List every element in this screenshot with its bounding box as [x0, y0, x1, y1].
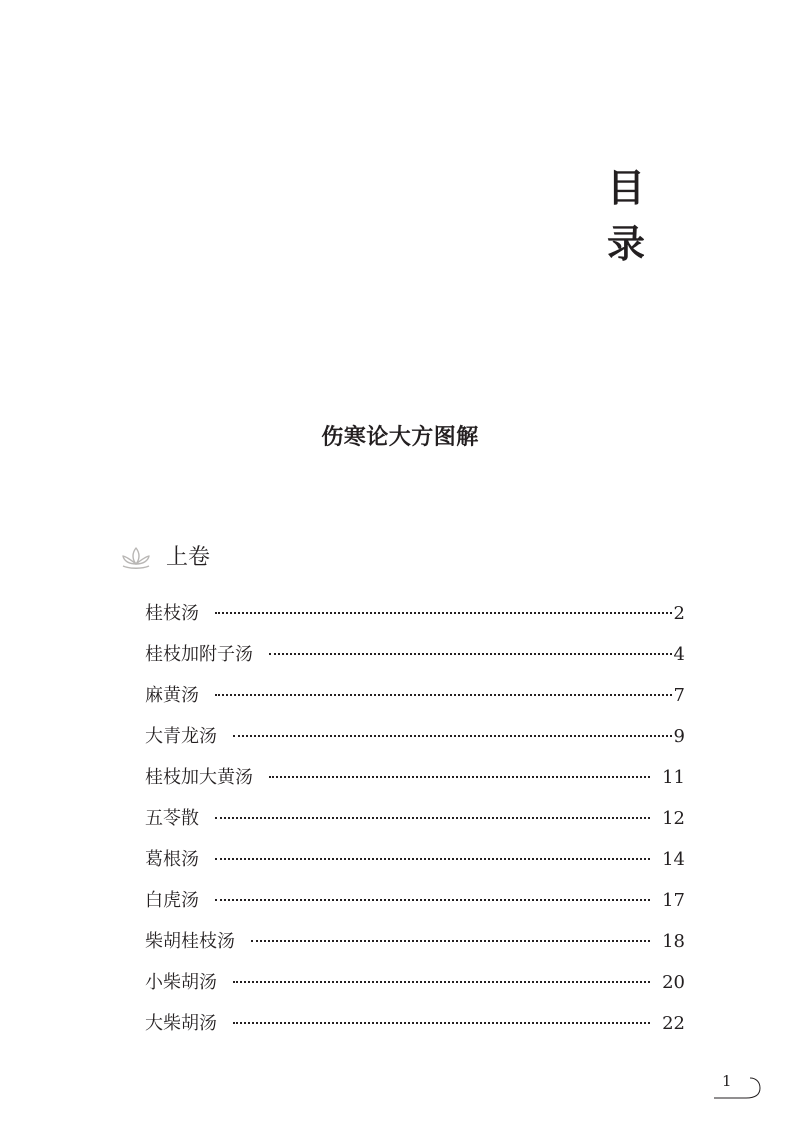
toc-entry-name: 桂枝加大黄汤	[145, 767, 253, 788]
toc-entry[interactable]	[145, 716, 685, 757]
toc-entry-name: 小柴胡汤	[145, 972, 217, 993]
toc-heading	[604, 160, 648, 272]
page-footer	[712, 1068, 764, 1102]
toc-entry[interactable]	[145, 798, 685, 839]
toc-entry-name: 五苓散	[145, 808, 199, 829]
toc-entry[interactable]	[145, 634, 685, 675]
toc-entry-name: 白虎汤	[145, 890, 199, 911]
toc-heading-char-1: 目	[606, 165, 645, 210]
toc-entry[interactable]	[145, 880, 685, 921]
toc-entry-page: 17	[662, 890, 685, 911]
toc-entry[interactable]	[145, 593, 685, 634]
lotus-icon	[120, 545, 152, 571]
page-corner-curve-icon	[712, 1068, 764, 1102]
dot-leader	[233, 735, 672, 737]
toc-entry[interactable]	[145, 962, 685, 1003]
toc-entry-name: 葛根汤	[145, 849, 199, 870]
toc-entry[interactable]	[145, 675, 685, 716]
toc-entry-name: 柴胡桂枝汤	[145, 931, 235, 952]
toc-entry-page: 2	[673, 603, 685, 624]
dot-leader	[215, 899, 650, 901]
toc-entry-name: 桂枝汤	[145, 603, 199, 624]
toc-entry-page: 14	[662, 849, 685, 870]
dot-leader	[215, 694, 672, 696]
book-title: 伤寒论大方图解	[321, 425, 479, 450]
toc-entry[interactable]	[145, 839, 685, 880]
toc-entry-name: 桂枝加附子汤	[145, 644, 253, 665]
toc-entry-page: 20	[662, 972, 685, 993]
dot-leader	[269, 653, 672, 655]
dot-leader	[251, 940, 650, 942]
toc-entry-name: 大柴胡汤	[145, 1013, 217, 1034]
toc-entry[interactable]	[145, 757, 685, 798]
toc-entry-page: 22	[662, 1013, 685, 1034]
toc-entry[interactable]	[145, 1003, 685, 1044]
toc-heading-char-2: 录	[606, 221, 645, 266]
dot-leader	[215, 612, 672, 614]
toc-entry-page: 12	[662, 808, 685, 829]
toc-entry-page: 18	[662, 931, 685, 952]
toc-entry-page: 11	[662, 767, 685, 788]
dot-leader	[233, 1022, 650, 1024]
dot-leader	[269, 776, 650, 778]
page-number: 1	[722, 1072, 732, 1090]
toc-list	[145, 593, 685, 1044]
section-header	[120, 540, 210, 576]
toc-entry[interactable]	[145, 921, 685, 962]
toc-entry-page: 4	[673, 644, 685, 665]
toc-entry-page: 9	[673, 726, 685, 747]
toc-entry-name: 大青龙汤	[145, 726, 217, 747]
dot-leader	[215, 817, 650, 819]
toc-entry-page: 7	[673, 685, 685, 706]
toc-entry-name: 麻黄汤	[145, 685, 199, 706]
dot-leader	[233, 981, 650, 983]
dot-leader	[215, 858, 650, 860]
section-label: 上卷	[166, 545, 211, 570]
